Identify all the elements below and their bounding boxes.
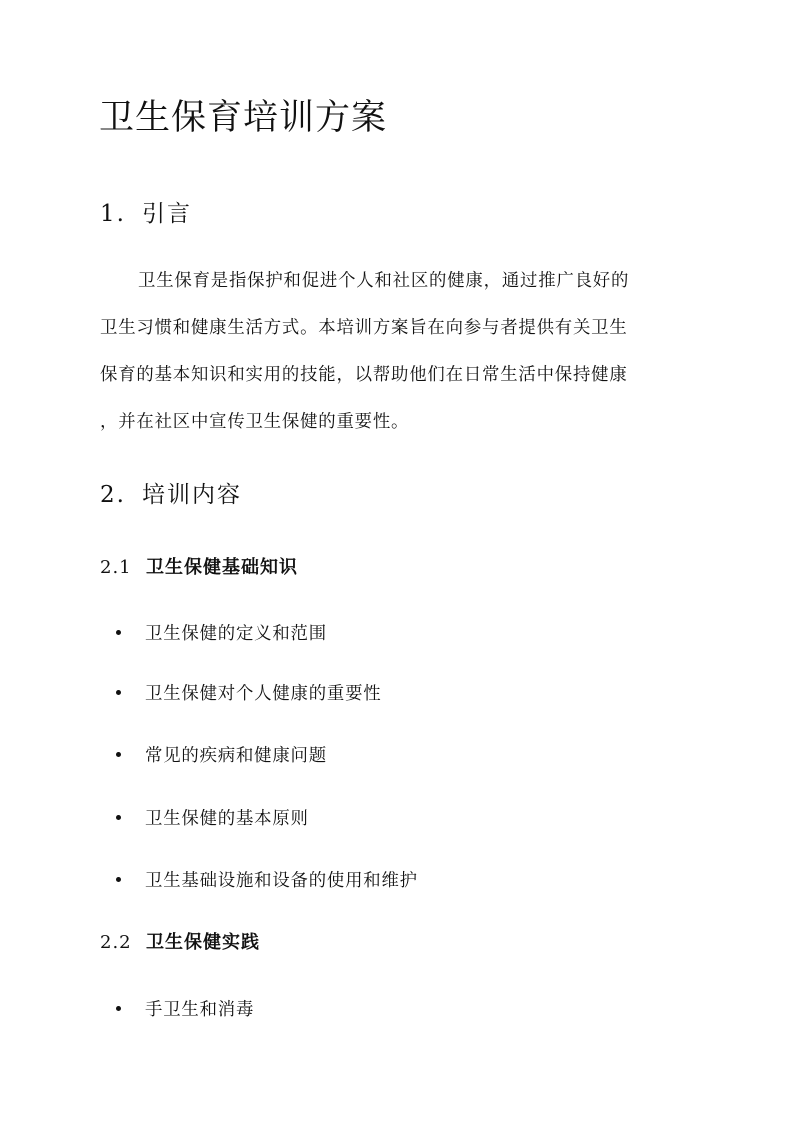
- bullet-icon: [116, 815, 121, 820]
- list-item: [116, 619, 327, 649]
- subsection-2-2-title: 卫生保健实践: [146, 932, 260, 953]
- list-item: [116, 995, 254, 1025]
- paragraph-line: 保育的基本知识和实用的技能，以帮助他们在日常生活中保持健康: [100, 365, 628, 385]
- list-item: [116, 679, 381, 709]
- bullet-icon: [116, 752, 121, 757]
- list-item-text: 卫生基础设施和设备的使用和维护: [145, 871, 418, 891]
- bullet-icon: [116, 877, 121, 882]
- section-2-number: 2.: [100, 482, 126, 508]
- paragraph-line: 卫生保育是指保护和促进个人和社区的健康，通过推广良好的: [138, 271, 630, 291]
- intro-paragraph: [100, 258, 700, 446]
- subsection-2-2-heading: [100, 928, 260, 958]
- section-1-heading: [100, 196, 192, 232]
- bullet-icon: [116, 630, 121, 635]
- list-item: [116, 866, 418, 896]
- section-2-heading: [100, 477, 242, 513]
- section-1-title: 引言: [142, 201, 192, 227]
- bullet-icon: [116, 690, 121, 695]
- subsection-2-2-number: 2.2: [100, 932, 132, 953]
- list-item: [116, 804, 309, 834]
- subsection-2-1-number: 2.1: [100, 557, 132, 578]
- paragraph-line: ，并在社区中宣传卫生保健的重要性。: [100, 412, 410, 432]
- subsection-2-1-heading: [100, 553, 298, 583]
- list-item-text: 卫生保健的基本原则: [145, 809, 309, 829]
- list-item-text: 卫生保健的定义和范围: [145, 624, 327, 644]
- section-2-title: 培训内容: [142, 482, 242, 508]
- bullet-icon: [116, 1006, 121, 1011]
- list-item-text: 手卫生和消毒: [145, 1000, 255, 1020]
- section-1-number: 1.: [100, 201, 126, 227]
- list-item-text: 常见的疾病和健康问题: [145, 746, 327, 766]
- document-title: 卫生保育培训方案: [99, 98, 388, 138]
- list-item: [116, 741, 327, 771]
- subsection-2-1-title: 卫生保健基础知识: [146, 557, 298, 578]
- paragraph-line: 卫生习惯和健康生活方式。本培训方案旨在向参与者提供有关卫生: [100, 318, 628, 338]
- list-item-text: 卫生保健对个人健康的重要性: [145, 684, 382, 704]
